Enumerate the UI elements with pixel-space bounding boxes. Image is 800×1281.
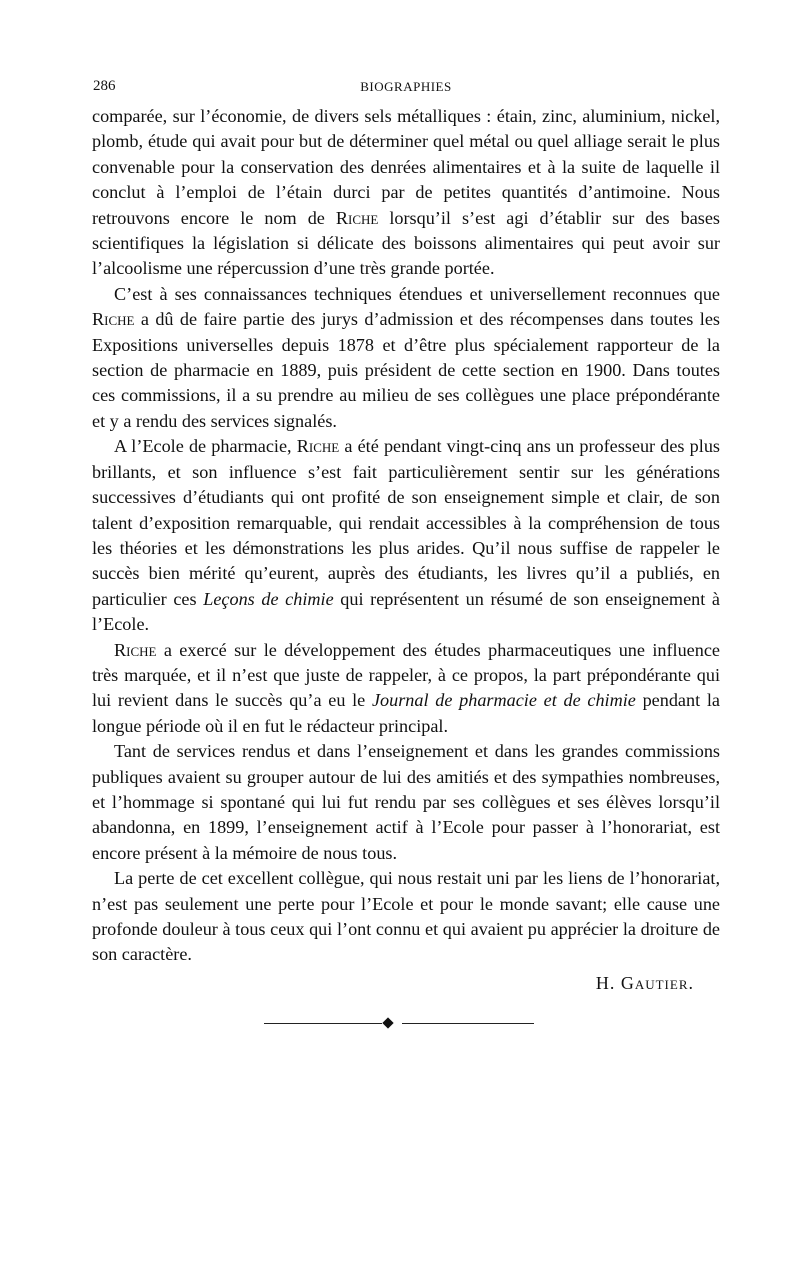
text-run: Tant de services rendus et dans l’enseignement et dans les grandes commissions publiques avaient su grouper autour de lui des amitiés et des sympathies nombreuses, et l’hommage si spontané qui lui fut rendu par ses collègues et ses élèves lorsqu’il abandonna, en 1899, l’enseignement actif à l’Ecole pour passer à l’honorariat, est encore présent à la mémoire de nous tous. [92,741,720,863]
paragraph [92,638,720,740]
text-run: qui représentent un résumé de son enseignement à l’Ecole. [92,588,720,635]
text-run: a été pendant vingt-cinq ans un professeur des plus brillants, et son influence s’est fait particulièrement sentir sur les générations successives d’étudiants qui ont profité de son enseignement simple et clair, de son talent d’exposition remarquable, qui rendait accessibles à la compréhension de tous les théories et les démonstrations les plus arides. Qu’il nous suffise de rappeler le succès bien mérité qu’eurent, auprès des étudiants, les livres qu’il a publiés, en particulier ces [92,436,720,609]
book-title: Leçons de chimie [203,588,334,609]
paragraph [92,434,720,637]
paragraph [92,866,720,968]
signature-name: Gautier. [620,972,694,993]
author-name: Riche [114,639,157,660]
paragraph [92,739,720,866]
journal-title: Journal de pharmacie et de chimie [371,690,636,711]
text-run: A l’Ecole de pharmacie, [114,436,297,457]
page-number: 286 [93,78,116,94]
author-name: Riche [296,436,340,457]
text-run: La perte de cet excellent collègue, qui nous restait uni par les liens de l’honorariat, n’est pas seulement une perte pour l’Ecole et pour le monde savant; elle cause une profonde douleur à tous ceux qui l’ont connu et qui avaient pu apprécier la droiture de son caractère. [92,868,720,965]
text-run: comparée, sur l’économie, de divers sels métalliques : étain, zinc, aluminium, nickel, plomb, étude qui avait pour but de déterminer quel métal ou quel alliage serait le plus convenable pour la conservation des denrées alimentaires et à la suite de laquelle il conclut à l’emploi de l’étain durci par de petites quantités d’antimoine. Nous retrouvons encore le nom de [92,106,720,228]
body-text [92,104,720,968]
page-header [92,78,720,104]
text-run: a exercé sur le développement des études pharmaceutiques une influence très marquée, et il n’est que juste de rappeler, à ce propos, la part prépondérante qui lui revient dans le succès qu’a eu le [92,639,720,711]
text-run: C’est à ses connaissances techniques étendues et universellement reconnues que [114,283,720,304]
document-page [92,78,720,1034]
end-ornament [264,1014,534,1034]
diamond-icon [382,1017,393,1028]
signature [92,970,720,996]
author-name: Riche [92,309,135,330]
ornament-rule-right [402,1023,534,1024]
text-run: lorsqu’il s’est agi d’établir sur des bases scientifiques la législation si délicate des boissons alimentaires qui peut avoir sur l’alcoolisme une répercussion d’une très grande portée. [92,207,720,279]
signature-initial: H. [595,972,621,993]
text-run: pendant la longue période où il en fut le rédacteur principal. [92,690,720,736]
paragraph [92,282,720,434]
paragraph [92,104,720,282]
running-head: BIOGRAPHIES [360,79,452,94]
ornament-rule-left [264,1023,382,1024]
text-run: a dû de faire partie des jurys d’admission et des récompenses dans toutes les Expositions universelles depuis 1878 et d’être plus spécialement rapporteur de la section de pharmacie en 1889, puis président de cette section en 1900. Dans toutes ces commissions, il a su prendre au milieu de ses collègues une place prépondérante et y a rendu des services signalés. [92,309,720,431]
author-name: Riche [335,207,379,228]
